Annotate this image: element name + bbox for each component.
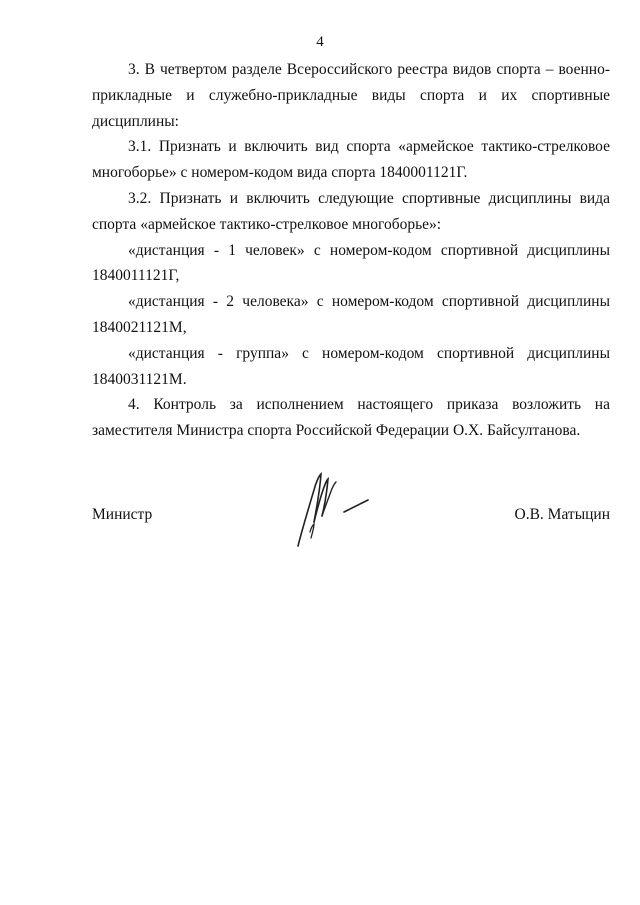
- signatory-name: О.В. Матыцин: [514, 506, 610, 523]
- paragraph-3-1: 3.1. Признать и включить вид спорта «армейское тактико-стрелковое многоборье» с номером-кодом вида спорта 1840001121Г.: [92, 138, 610, 182]
- discipline-item-1: «дистанция - 1 человек» с номером-кодом спортивной дисциплины 1840011121Г,: [92, 241, 610, 285]
- paragraph-3-2: 3.2. Признать и включить следующие спортивные дисциплины вида спорта «армейское тактико-стрелковое многоборье»:: [92, 189, 610, 233]
- paragraph-4: 4. Контроль за исполнением настоящего приказа возложить на заместителя Министра спорта Российской Федерации О.Х. Байсултанова.: [92, 396, 610, 440]
- handwritten-signature: [292, 470, 372, 552]
- page-number: 4: [316, 34, 324, 50]
- discipline-item-3: «дистанция - группа» с номером-кодом спортивной дисциплины 1840031121М.: [92, 344, 610, 388]
- discipline-item-2: «дистанция - 2 человека» с номером-кодом спортивной дисциплины 1840021121М,: [92, 293, 610, 336]
- signatory-title: Министр: [92, 506, 153, 523]
- document-body: [92, 57, 610, 444]
- paragraph-3: 3. В четвертом разделе Всероссийского реестра видов спорта – военно-прикладные и служебно-прикладные виды спорта и их спортивные дисциплины:: [92, 61, 610, 130]
